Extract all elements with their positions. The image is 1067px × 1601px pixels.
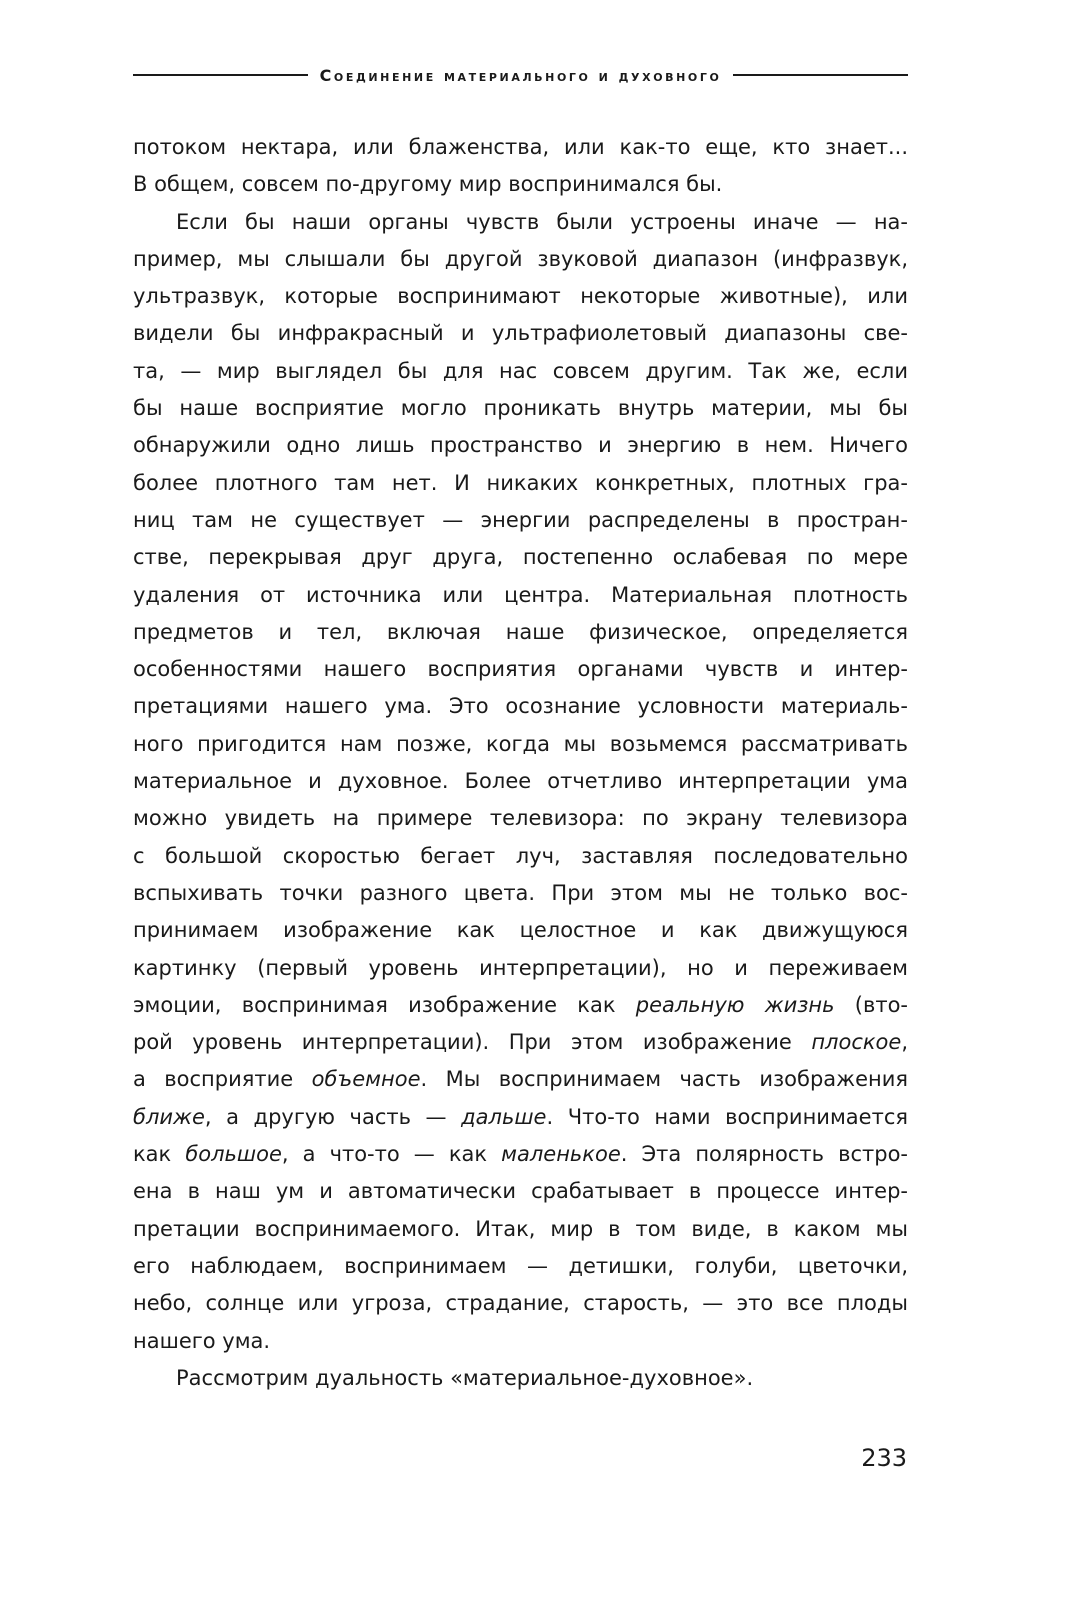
text-line <box>133 950 908 987</box>
text-segment: (вто- <box>834 992 908 1017</box>
text-line <box>133 800 908 837</box>
text-line <box>133 875 908 912</box>
emphasized-text: ближе <box>133 1104 205 1129</box>
text-segment: . Мы воспринимаем часть изображения <box>420 1067 908 1092</box>
text-segment: стве, перекрывая друг друга, постепенно ослабевая по мере <box>133 545 908 570</box>
text-line <box>133 427 908 464</box>
text-line <box>133 1360 908 1397</box>
text-segment: та, — мир выглядел бы для нас совсем другим. Так же, если <box>133 358 908 383</box>
text-segment: особенностями нашего восприятия органами чувств и интер- <box>133 657 908 682</box>
text-line <box>133 278 908 315</box>
text-line <box>133 204 908 241</box>
text-segment: . Эта полярность встро- <box>620 1142 908 1167</box>
text-line <box>133 651 908 688</box>
body-text <box>133 129 908 1397</box>
text-line <box>133 688 908 725</box>
text-line <box>133 1323 908 1360</box>
text-line <box>133 614 908 651</box>
text-segment: Рассмотрим дуальность «материальное-духовное». <box>176 1365 754 1390</box>
text-segment: потоком нектара, или блаженства, или как-то еще, кто знает... <box>133 135 908 159</box>
text-segment: претациями нашего ума. Это осознание условности материаль- <box>133 694 908 719</box>
text-segment: видели бы инфракрасный и ультрафиолетовый диапазоны све- <box>133 321 908 346</box>
text-segment: с большой скоростью бегает луч, заставляя последовательно <box>133 843 908 868</box>
text-segment: рой уровень интерпретации). При этом изображение <box>133 1030 812 1055</box>
text-segment: небо, солнце или угроза, страдание, старость, — это все плоды <box>133 1291 908 1316</box>
text-line <box>133 987 908 1024</box>
text-line <box>133 129 908 166</box>
text-line <box>133 763 908 800</box>
text-segment: , <box>901 1030 908 1055</box>
text-line <box>133 726 908 763</box>
text-segment: В общем, совсем по-другому мир воспринимался бы. <box>133 172 723 197</box>
text-line <box>133 912 908 949</box>
text-line <box>133 539 908 576</box>
text-line <box>133 1061 908 1098</box>
text-line <box>133 1173 908 1210</box>
text-segment: ультразвук, которые воспринимают некоторые животные), или <box>133 284 908 309</box>
text-segment: удаления от источника или центра. Материальная плотность <box>133 582 908 607</box>
text-line <box>133 1099 908 1136</box>
text-segment: ена в наш ум и автоматически срабатывает в процессе интер- <box>133 1179 908 1204</box>
text-line <box>133 577 908 614</box>
page-number: 233 <box>861 1444 907 1472</box>
text-segment: обнаружили одно лишь пространство и энергию в нем. Ничего <box>133 433 908 458</box>
text-line <box>133 502 908 539</box>
text-line <box>133 241 908 278</box>
running-head-rule-left <box>133 74 308 76</box>
text-line <box>133 1136 908 1173</box>
text-segment: его наблюдаем, воспринимаем — детишки, голуби, цветочки, <box>133 1253 908 1278</box>
emphasized-text: плоское <box>811 1030 902 1055</box>
text-segment: более плотного там нет. И никаких конкретных, плотных гра- <box>133 470 908 495</box>
text-line <box>133 166 908 203</box>
text-segment: эмоции, воспринимая изображение как <box>133 992 636 1017</box>
text-line <box>133 1248 908 1285</box>
text-line <box>133 465 908 502</box>
text-segment: картинку (первый уровень интерпретации), но и переживаем <box>133 955 908 980</box>
text-line <box>133 353 908 390</box>
text-line <box>133 315 908 352</box>
text-line <box>133 1211 908 1248</box>
running-title: Соединение материального и духовного <box>319 65 722 85</box>
text-segment: ного пригодится нам позже, когда мы возьмемся рассматривать <box>133 731 908 756</box>
text-segment: , а другую часть — <box>204 1104 462 1129</box>
emphasized-text: большое <box>185 1142 282 1167</box>
running-head <box>133 58 908 92</box>
text-segment: бы наше восприятие могло проникать внутрь материи, мы бы <box>133 396 908 421</box>
text-line <box>133 1024 908 1061</box>
text-segment: предметов и тел, включая наше физическое, определяется <box>133 619 908 644</box>
text-segment: а восприятие <box>133 1067 312 1092</box>
text-segment: вспыхивать точки разного цвета. При этом мы не только вос- <box>133 880 908 905</box>
text-segment: принимаем изображение как целостное и как движущуюся <box>133 918 908 943</box>
text-segment: пример, мы слышали бы другой звуковой диапазон (инфразвук, <box>133 246 908 271</box>
running-head-rule-right <box>733 74 908 76</box>
text-segment: как <box>133 1142 186 1167</box>
text-segment: , а что-то — как <box>281 1142 502 1167</box>
emphasized-text: реальную жизнь <box>635 992 835 1017</box>
text-segment: ниц там не существует — энергии распределены в простран- <box>133 507 908 532</box>
text-segment: нашего ума. <box>133 1328 271 1353</box>
emphasized-text: дальше <box>461 1104 547 1129</box>
text-line <box>133 838 908 875</box>
text-segment: Если бы наши органы чувств были устроены иначе — на- <box>176 209 908 234</box>
emphasized-text: объемное <box>311 1067 421 1092</box>
text-segment: материальное и духовное. Более отчетливо интерпретации ума <box>133 769 908 794</box>
text-segment: . Что-то нами воспринимается <box>546 1104 908 1129</box>
emphasized-text: маленькое <box>501 1142 621 1167</box>
text-segment: претации воспринимаемого. Итак, мир в том виде, в каком мы <box>133 1216 908 1241</box>
text-segment: можно увидеть на примере телевизора: по экрану телевизора <box>133 806 908 831</box>
text-line <box>133 390 908 427</box>
text-line <box>133 1285 908 1322</box>
